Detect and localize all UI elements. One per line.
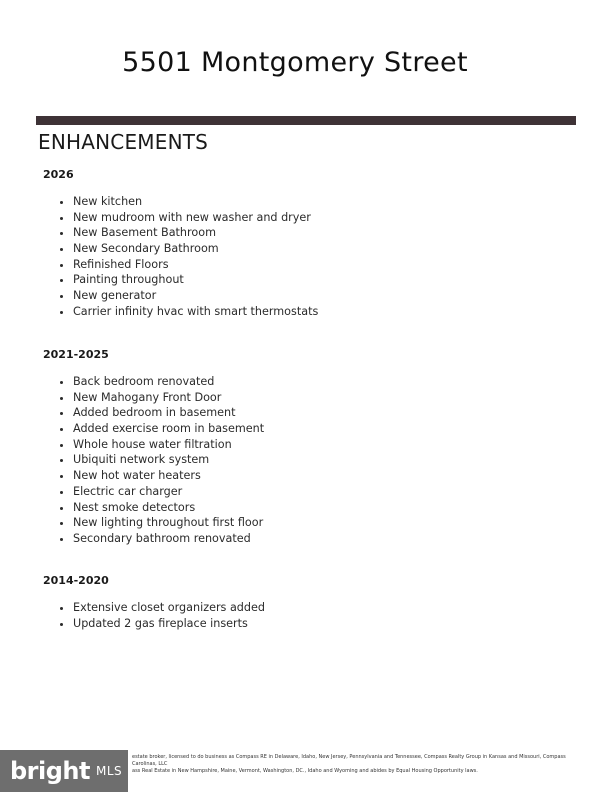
- list-item: • Ubiquiti network system: [73, 452, 264, 468]
- list-item: • New Secondary Bathroom: [73, 241, 318, 257]
- list-item: • Secondary bathroom renovated: [73, 531, 264, 547]
- list-item: • Nest smoke detectors: [73, 500, 264, 516]
- list-item: • Back bedroom renovated: [73, 374, 264, 390]
- section-heading: ENHANCEMENTS: [38, 130, 209, 154]
- disclaimer-line: ass Real Estate in New Hampshire, Maine, Vermont, Washington, DC., Idaho and Wyoming and abides by Equal Housing Opportunity laws.: [132, 768, 478, 774]
- enhancements-list-2026: [56, 194, 318, 320]
- list-item: • Updated 2 gas fireplace inserts: [73, 616, 265, 632]
- title-divider-bar: [36, 116, 576, 125]
- list-item: • New kitchen: [73, 194, 318, 210]
- list-item: • New mudroom with new washer and dryer: [73, 210, 318, 226]
- enhancements-list-2021-2025: [56, 374, 264, 547]
- enhancements-list-2014-2020: [56, 600, 265, 631]
- logo-wordmark: bright: [10, 757, 90, 785]
- list-item: • Electric car charger: [73, 484, 264, 500]
- disclaimer-line: estate broker, licensed to do business as Compass RE in Delaware, Idaho, New Jersey, Pennsylvania and Tennessee, Compass Realty Group in Kansas and Missouri, Compass Carolinas, LLC: [132, 754, 566, 767]
- list-item: • Painting throughout: [73, 272, 318, 288]
- list-item: • New generator: [73, 288, 318, 304]
- list-item: • Added bedroom in basement: [73, 405, 264, 421]
- list-item: • Extensive closet organizers added: [73, 600, 265, 616]
- list-item: • Whole house water filtration: [73, 437, 264, 453]
- list-item: • New Mahogany Front Door: [73, 390, 264, 406]
- list-item: • New lighting throughout first floor: [73, 515, 264, 531]
- list-item: • Refinished Floors: [73, 257, 318, 273]
- logo-suffix: MLS: [95, 764, 123, 778]
- list-item: • New Basement Bathroom: [73, 225, 318, 241]
- list-item: • New hot water heaters: [73, 468, 264, 484]
- year-label-2021-2025: 2021-2025: [43, 348, 109, 361]
- list-item: • Added exercise room in basement: [73, 421, 264, 437]
- page-title: 5501 Montgomery Street: [122, 47, 468, 78]
- bright-mls-logo: [0, 750, 128, 792]
- list-item: • Carrier infinity hvac with smart thermostats: [73, 304, 318, 320]
- year-label-2014-2020: 2014-2020: [43, 574, 109, 587]
- footer-disclaimer: [132, 754, 582, 775]
- year-label-2026: 2026: [43, 168, 74, 181]
